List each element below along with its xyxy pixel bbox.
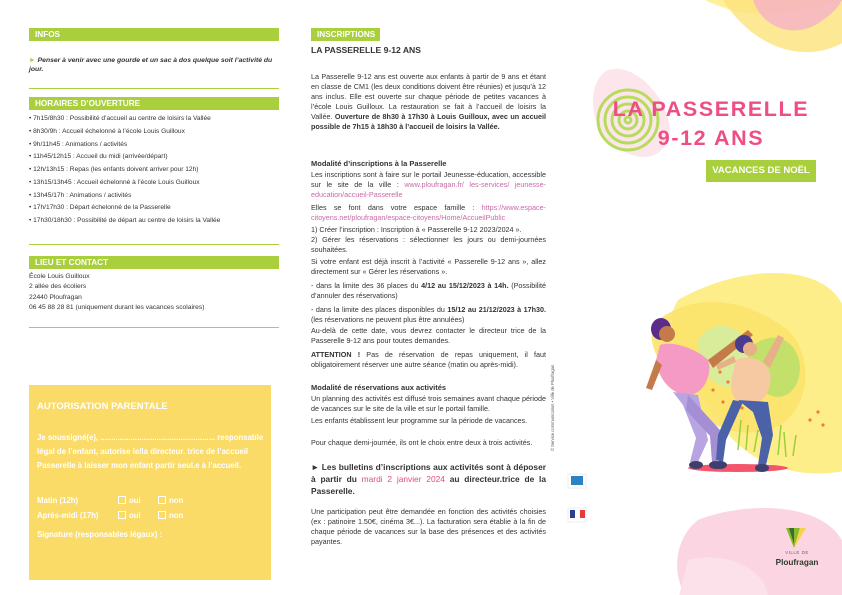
credit-text: © Service communication • Ville de Ploufragan: [550, 364, 556, 452]
beyond-date-note: Au-delà de cette date, vous devrez contacter le directeur trice de la Passerelle 9-12 ans pour toutes demandes.: [311, 326, 546, 345]
step-1: 1) Créer l’inscription : Inscription à « Passerelle 9-12 2023/2024 ».: [311, 225, 522, 234]
period-2: - dans la limite des places disponibles du 15/12 au 21/12/2023 à 17h30. (les réservations ne peuvent plus être annulées): [311, 305, 546, 324]
schedule-item: • 13h45/17h : Animations / activités: [29, 191, 132, 199]
espace-citoyens-link[interactable]: https://www.espace-citoyens.net/ploufragan/espace-citoyens/Home/AccueilPublic: [311, 203, 546, 222]
holiday-badge: VACANCES DE NOËL: [706, 160, 816, 182]
checkbox[interactable]: [118, 511, 126, 519]
schedule-item: • 7h15/8h30 : Possibilité d’accueil au centre de loisirs la Vallée: [29, 115, 211, 122]
programme-paragraph: Les enfants établissent leur programme sur la période de vacances.: [311, 416, 528, 425]
infos-text: ► Penser à venir avec une gourde et un sac à dos quelque soit l’activité du jour.: [29, 57, 273, 74]
attention-note: ATTENTION ! Pas de réservation de repas uniquement, il faut obligatoirement réserver une autre séance (matin ou après-midi).: [311, 350, 546, 369]
logo-name: Ploufragan: [775, 558, 819, 567]
section-title: LA PASSERELLE 9-12 ANS: [311, 45, 421, 55]
cover-panel: [548, 0, 842, 595]
inscription-heading: Modalité d’inscriptions à la Passerelle: [311, 159, 447, 168]
address-line: 22440 Ploufragan: [29, 293, 82, 301]
period-1: - dans la limite des 36 places du 4/12 au 15/12/2023 à 14h. (Possibilité d’annuler des réservations): [311, 281, 546, 300]
address-line: 2 allée des écoliers: [29, 283, 87, 291]
divider: [29, 327, 279, 328]
afternoon-non-option[interactable]: non: [158, 511, 183, 522]
reservation-heading: Modalité de réservations aux activités: [311, 383, 447, 392]
middle-panel: [285, 0, 548, 595]
inscription-paragraph: Les inscriptions sont à faire sur le portail Jeunesse-éducation, accessible sur le site de la ville : www.ploufragan.fr/ les-services/ jeunesse-education/accueil-Passerelle: [311, 170, 546, 199]
afternoon-oui-option[interactable]: oui: [118, 511, 141, 522]
schedule-item: • 9h/11h45 : Animations / activités: [29, 140, 128, 148]
authorization-title: AUTORISATION PARENTALE: [37, 401, 168, 412]
authorization-text: Je soussigné(e), ..................................................... responsable légal de l’enfant, autorise le/la directeur. trice de l’accueil Passerelle à laisser mon enfant partir seul.e à l’accueil.: [37, 433, 264, 470]
schedule-item: • 17h/17h30 : Départ échelonné de la Passerelle: [29, 204, 171, 212]
morning-non-option[interactable]: non: [158, 496, 183, 507]
morning-label: Matin (12h): [37, 496, 79, 505]
address-block: [29, 272, 204, 313]
already-registered-note: Si votre enfant est déjà inscrit à l’activité « Passerelle 9-12 ans », allez directement sur « Gérer les réservations ».: [311, 257, 546, 276]
signature-label: Signature (responsables légaux) :: [37, 530, 163, 539]
schedule-list: [29, 113, 279, 228]
divider: [29, 88, 279, 89]
lieu-tag: LIEU ET CONTACT: [29, 256, 279, 269]
infos-tag: INFOS: [29, 28, 279, 41]
address-line: École Louis Guilloux: [29, 273, 90, 280]
planning-paragraph: Un planning des activités est diffusé trois semaines avant chaque période de vacances sur le site de la ville et sur le portail famille.: [311, 394, 546, 413]
schedule-item: • 17h30/18h30 : Possibilité de départ au centre de loisirs la Vallée: [29, 217, 221, 224]
schedule-item: • 13h15/13h45 : Accueil échelonné à l’école Louis Guilloux: [29, 178, 200, 186]
cover-illustration: [548, 0, 842, 595]
intro-paragraph: La Passerelle 9-12 ans est ouverte aux enfants à partir de 9 ans et étant en classe de CM1 (les deux conditions doivent être réunies) et jusqu’à 12 ans inclus. Elle est ouverte sur chaque période de petites vacances à l’école Louis Guilloux. La restauration se fait à l’accueil de loisirs la Vallée. Ouverture de 8h30 à 17h30 à Louis Guilloux, avec un accueil possible de 7h15 à 18h30 à l’accueil de loisirs la Vallée.: [311, 72, 546, 131]
phone-line: 06 45 88 28 81 (uniquement durant les vacances scolaires): [29, 303, 205, 311]
parental-authorization-box: [29, 385, 271, 580]
inscriptions-tag: INSCRIPTIONS: [311, 28, 380, 41]
divider: [29, 244, 279, 245]
step-2: 2) Gérer les réservations : sélectionner les jours ou demi-journées souhaitées.: [311, 235, 546, 254]
afternoon-label: Après-midi (17h): [37, 511, 99, 520]
schedule-item: • 12h/13h15 : Repas (les enfants doivent arriver pour 12h): [29, 166, 199, 173]
logo-small-text: VILLE DE: [785, 550, 809, 555]
arrow-icon: ►: [29, 57, 36, 64]
left-panel: [0, 0, 285, 595]
bulletin-notice: ► Les bulletins d’inscriptions aux activités sont à déposer à partir du mardi 2 janvier 2024 au directeur.trice de la Passerelle.: [311, 462, 546, 496]
checkbox[interactable]: [158, 511, 166, 519]
checkbox[interactable]: [118, 496, 126, 504]
cover-title: LA PASSERELLE 9-12 ANS: [612, 97, 810, 150]
participation-paragraph: Une participation peut être demandée en fonction des activités choisies (ex : patinoire 1.50€, cinéma 3€...). La facturation sera établie à la fin de chaque période de vacances sur la base des présences et des activités payantes.: [311, 507, 546, 546]
morning-oui-option[interactable]: oui: [118, 496, 141, 507]
portal-link[interactable]: www.ploufragan.fr/ les-services/ jeunesse-education/accueil-Passerelle: [311, 179, 546, 199]
choice-paragraph: Pour chaque demi-journée, ils ont le choix entre deux à trois activités.: [311, 438, 533, 447]
horaires-tag: HORAIRES D’OUVERTURE: [29, 97, 279, 110]
schedule-item: • 11h45/12h15 : Accueil du midi (arrivée/départ): [29, 153, 168, 161]
checkbox[interactable]: [158, 496, 166, 504]
schedule-item: • 8h30/9h : Accueil échelonné à l’école Louis Guilloux: [29, 127, 185, 135]
espace-famille-paragraph: Elles se font dans votre espace famille : https://www.espace-citoyens.net/ploufragan/espace-citoyens/Home/AccueilPublic: [311, 203, 546, 222]
